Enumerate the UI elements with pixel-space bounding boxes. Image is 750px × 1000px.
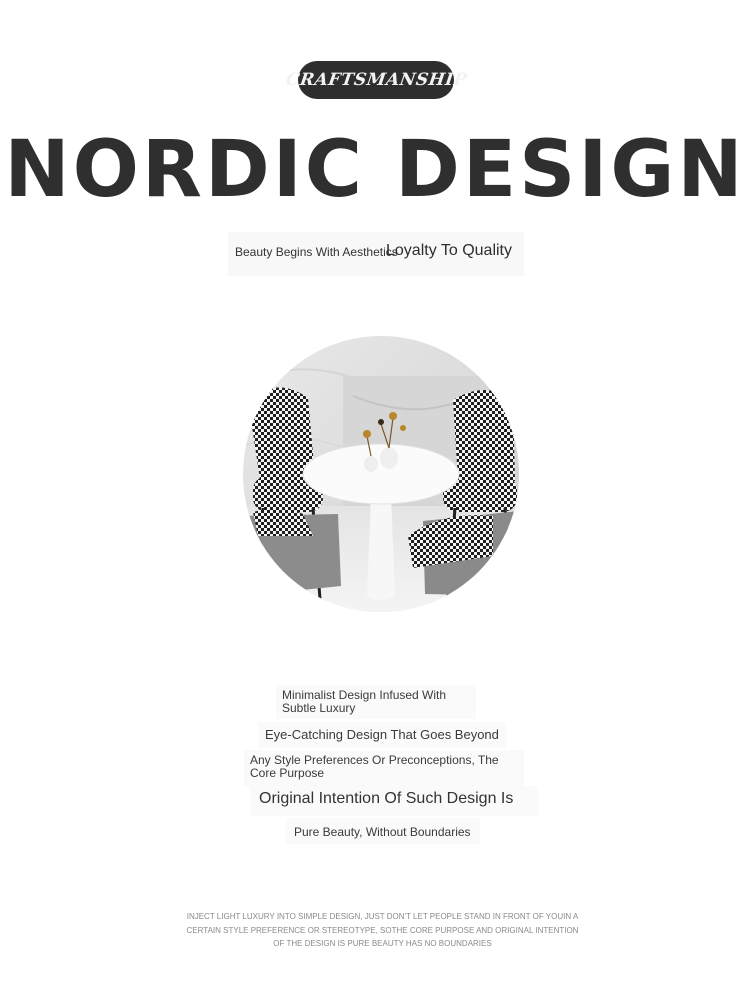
description-line-5: Pure Beauty, Without Boundaries bbox=[294, 825, 471, 839]
product-photo bbox=[243, 336, 519, 612]
badge-label: CRAFTSMANSHIP bbox=[284, 70, 468, 90]
description-line-4: Original Intention Of Such Design Is bbox=[259, 790, 514, 807]
description-line-3: Any Style Preferences Or Preconceptions, The Core Purpose bbox=[250, 753, 499, 780]
craftsmanship-badge bbox=[284, 61, 468, 99]
tagline-left: Beauty Begins With Aesthetics bbox=[235, 245, 398, 259]
page-title: NORDIC DESIGN bbox=[4, 125, 746, 215]
description-line-2: Eye-Catching Design That Goes Beyond bbox=[265, 727, 499, 742]
description-line-1: Minimalist Design Infused With Subtle Luxury bbox=[282, 688, 447, 715]
footer-fine-print: INJECT LIGHT LUXURY INTO SIMPLE DESIGN, JUST DON'T LET PEOPLE STAND IN FRONT OF YOUIN A CERTAIN STYLE PREFERENCE OR STEREOTYPE, SOTHE CORE PURPOSE AND ORIGINAL INTENTION OF THE DESIGN IS PURE BEAUTY HAS NO BOUNDARIES bbox=[186, 912, 579, 948]
tagline-right: Loyalty To Quality bbox=[386, 242, 512, 259]
